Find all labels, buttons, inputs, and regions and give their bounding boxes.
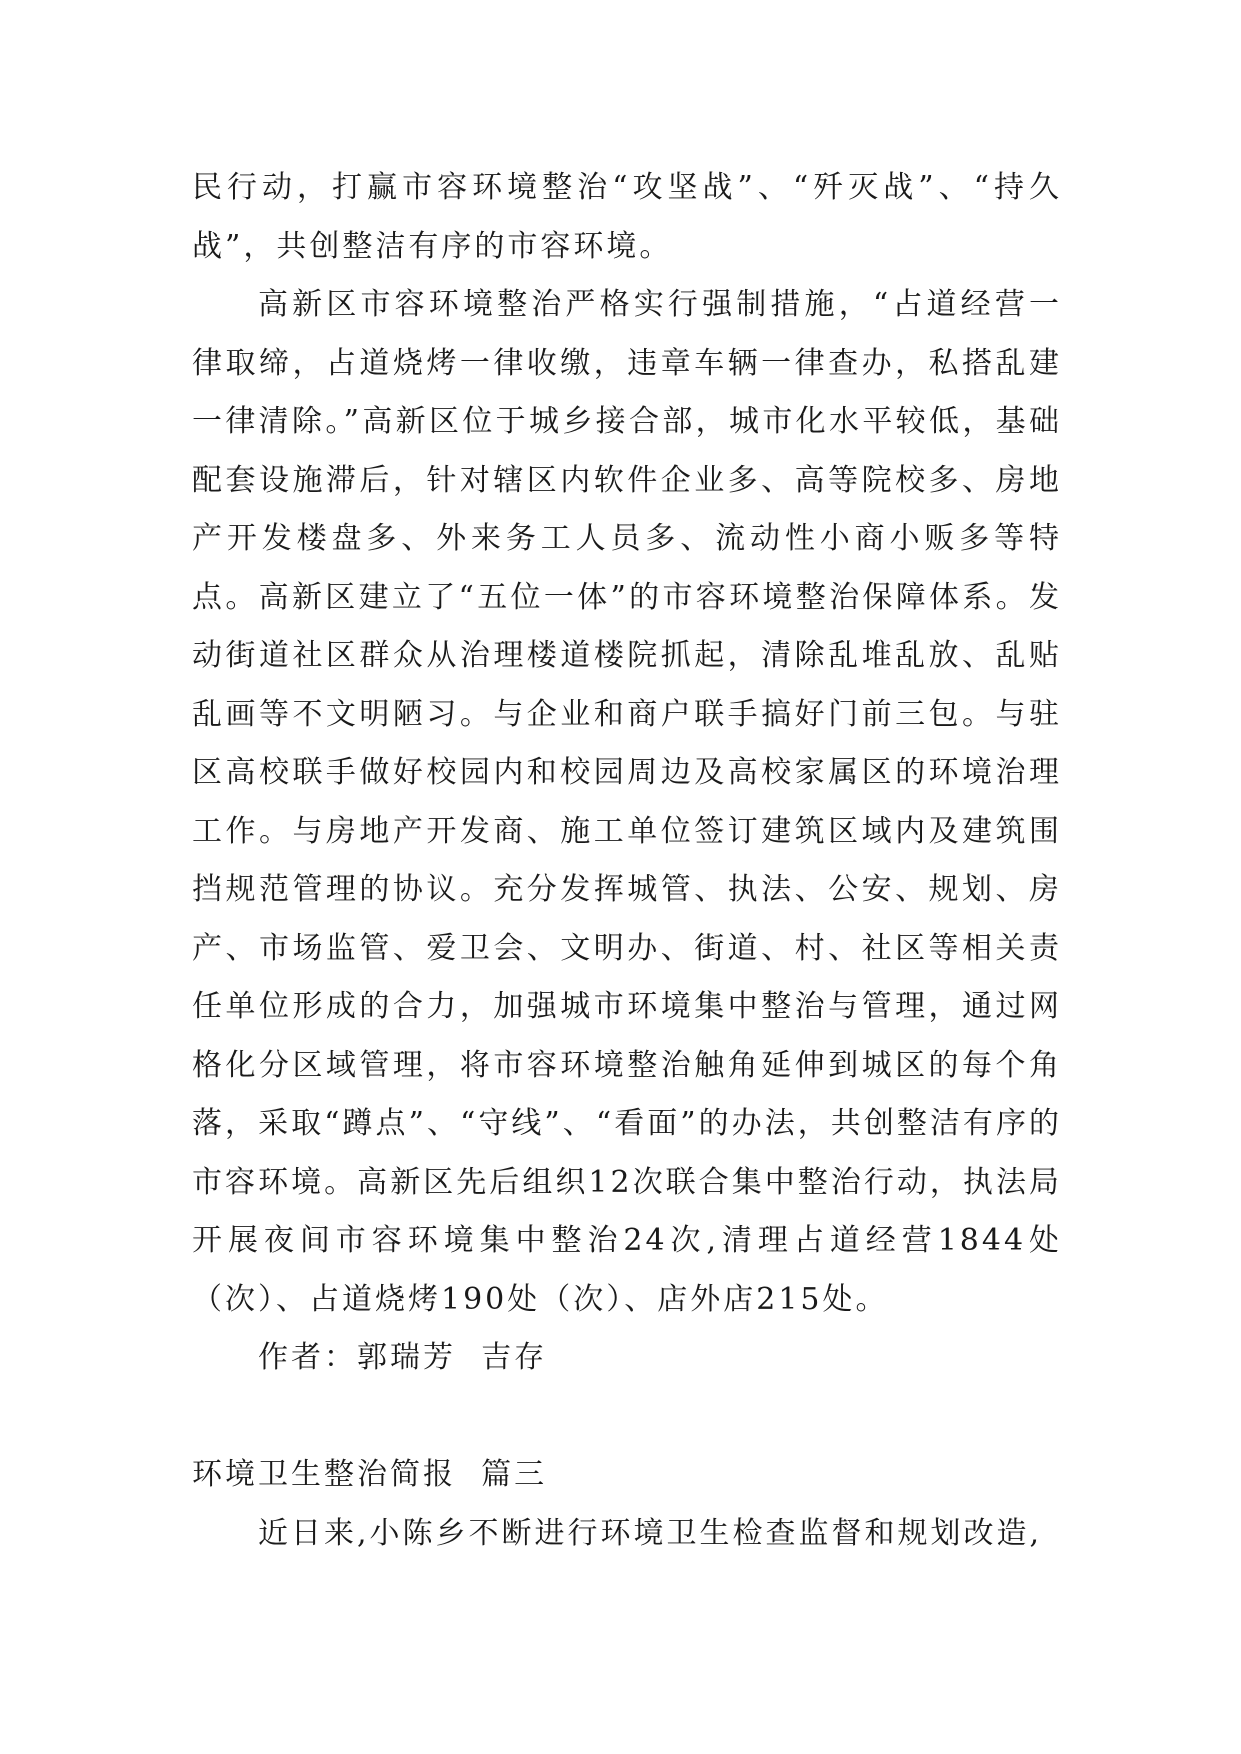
section-title: 环境卫生整治简报 篇三 — [192, 1457, 548, 1492]
paragraph-main: 高新区市容环境整治严格实行强制措施，“占道经营一律取缔，占道烧烤一律收缴，违章车辆一律查办，私搭乱建一律清除。”高新区位于城乡接合部，城市化水平较低，基础配套设施滞后，针对辖区内软件企业多、高等院校多、房地产开发楼盘多、外来务工人员多、流动性小商小贩多等特点。高新区建立了“五位一体”的市容环境整治保障体系。发动街道社区群众从治理楼道楼院抓起，清除乱堆乱放、乱贴乱画等不文明陋习。与企业和商户联手搞好门前三包。与驻区高校联手做好校园内和校园周边及高校家属区的环境治理工作。与房地产开发商、施工单位签订建筑区域内及建筑围挡规范管理的协议。充分发挥城管、执法、公安、规划、房产、市场监管、爱卫会、文明办、街道、村、社区等相关责任单位形成的合力，加强城市环境集中整治与管理，通过网格化分区域管理，将市容环境整治触角延伸到城区的每个角落，采取“蹲点”、“守线”、“看面”的办法，共创整洁有序的市容环境。高新区先后组织12次联合集中整治行动，执法局开展夜间市容环境集中整治24次,清理占道经营1844处（次）、占道烧烤190处（次）、店外店215处。 — [192, 287, 1062, 1317]
document-body — [192, 159, 1062, 1563]
author-byline: 作者：郭瑞芳 吉存 — [258, 1340, 548, 1375]
paragraph-next: 近日来,小陈乡不断进行环境卫生检查监督和规划改造, — [258, 1515, 1043, 1551]
paragraph-continued: 民行动，打赢市容环境整治“攻坚战”、“歼灭战”、“持久战”，共创整洁有序的市容环境。 — [192, 170, 1062, 264]
